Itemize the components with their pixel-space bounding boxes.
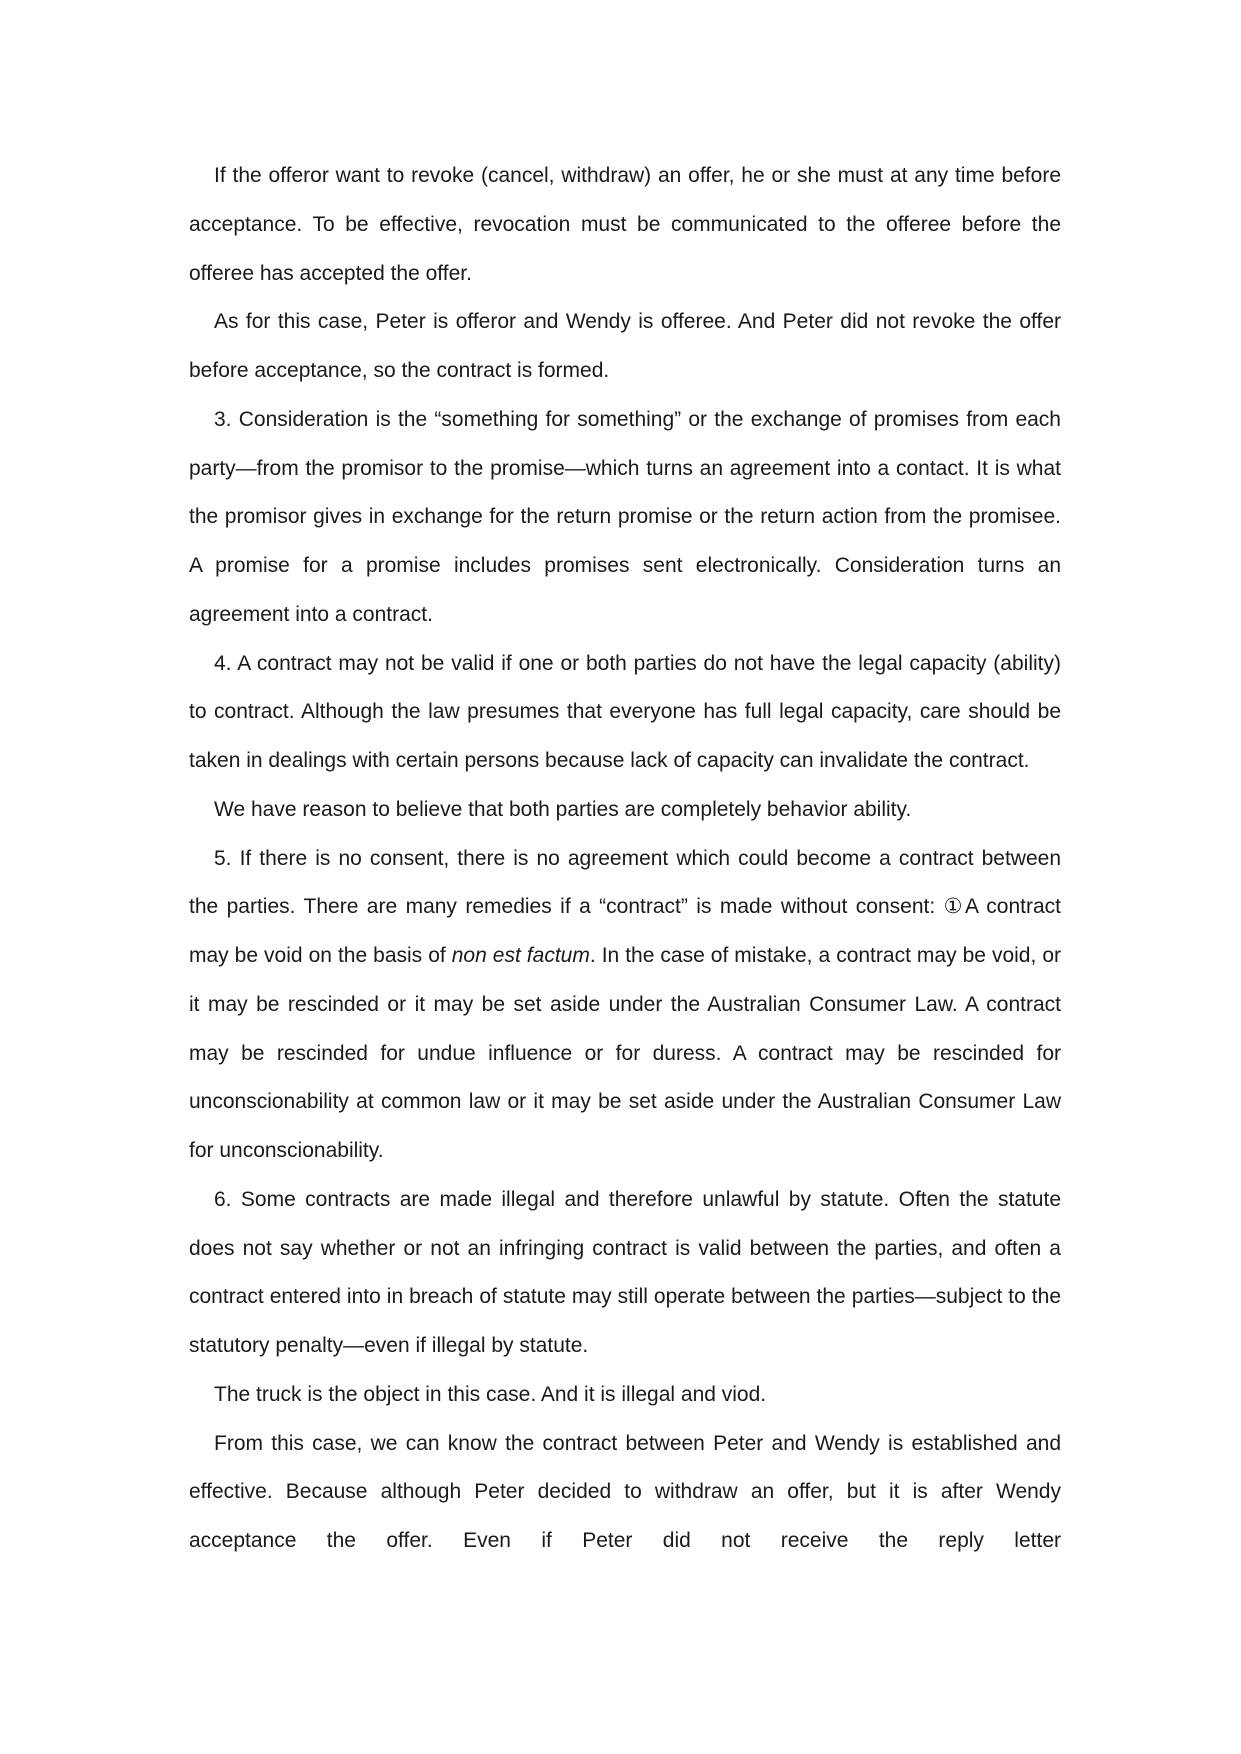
document-body (189, 152, 1061, 1566)
paragraph-conclusion: From this case, we can know the contract between Peter and Wendy is established and effective. Because although Peter decided to withdraw an offer, but it is after Wendy acceptance the offer. Even if Peter did not receive the reply letter (189, 1431, 1061, 1552)
paragraph-case-offer: As for this case, Peter is offeror and Wendy is offeree. And Peter did not revoke the offer before acceptance, so the contract is formed. (189, 310, 1061, 382)
consent-text-italic: non est factum (451, 944, 590, 967)
paragraph-truck-object: The truck is the object in this case. And it is illegal and viod. (214, 1382, 767, 1406)
paragraph-consideration: 3. Consideration is the “something for something” or the exchange of promises from each party—from the promisor to the promise—which turns an agreement into a contact. It is what the promisor gives in exchange for the return promise or the return action from the promisee. A promise for a promise includes promises sent electronically. Consideration turns an agreement into a contract. (189, 407, 1061, 626)
paragraph-revocation: If the offeror want to revoke (cancel, withdraw) an offer, he or she must at any time before acceptance. To be effective, revocation must be communicated to the offeree before the offeree has accepted the offer. (189, 164, 1061, 285)
paragraph-illegality: 6. Some contracts are made illegal and therefore unlawful by statute. Often the statute does not say whether or not an infringing contract is valid between the parties, and often a contract entered into in breach of statute may still operate between the parties—subject to the statutory penalty—even if illegal by statute. (189, 1187, 1061, 1357)
paragraph-behavior-ability: We have reason to believe that both parties are completely behavior ability. (214, 797, 912, 821)
paragraph-capacity: 4. A contract may not be valid if one or both parties do not have the legal capacity (ability) to contract. Although the law presumes that everyone has full legal capacity, care should be taken in dealings with certain persons because lack of capacity can invalidate the contract. (189, 651, 1061, 772)
consent-text-before: 5. If there is no consent, there is no agreement which could become a contract between the parties. There are many remedies if a “contract” is made without consent: ①A contract may be void on the basis of (189, 846, 1061, 967)
paragraph-consent (189, 835, 1061, 1176)
consent-text-after: . In the case of mistake, a contract may be void, or it may be rescinded or it may be set aside under the Australian Consumer Law. A contract may be rescinded for undue influence or for duress. A contract may be rescinded for unconscionability at common law or it may be set aside under the Australian Consumer Law for unconscionability. (189, 944, 1062, 1162)
